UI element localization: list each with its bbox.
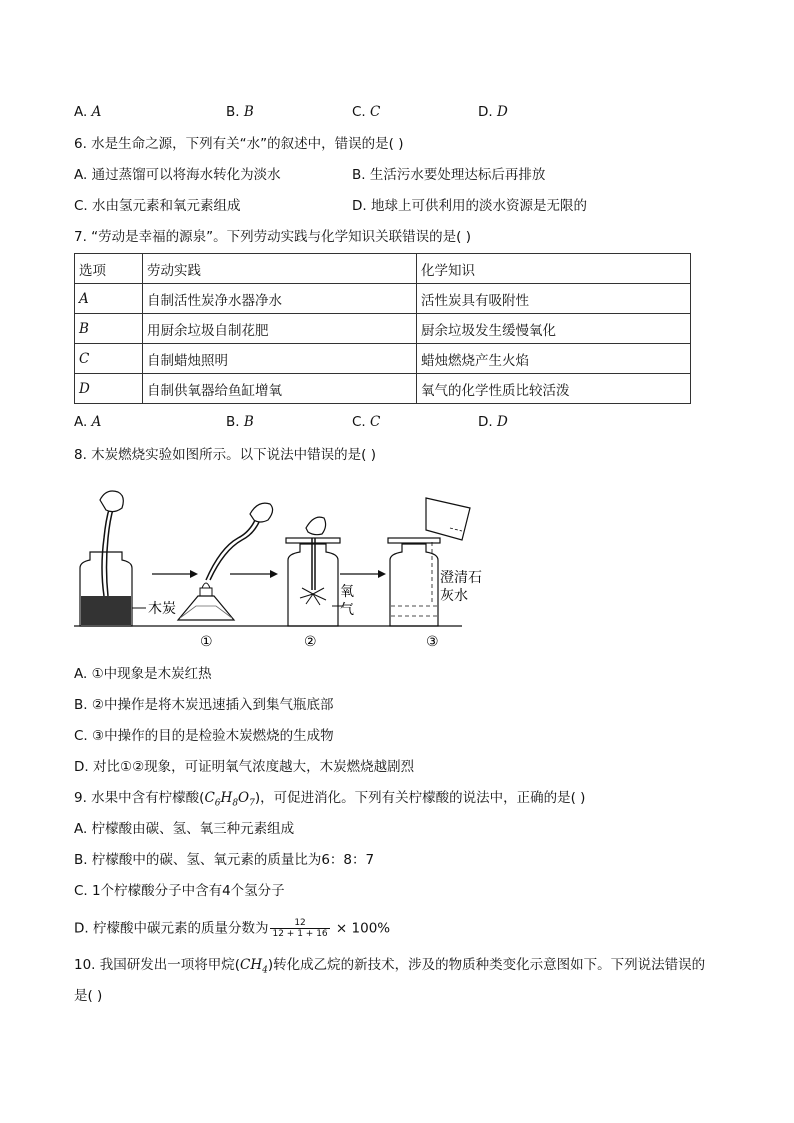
row-practice: 用厨余垃圾自制花肥: [143, 314, 417, 344]
q6-option-d[interactable]: D. 地球上可供利用的淡水资源是无限的: [352, 198, 587, 214]
q9-option-c[interactable]: C. 1个柠檬酸分子中含有4个氢分子: [74, 883, 285, 899]
hand-icon: [306, 517, 326, 535]
table-row: [75, 344, 691, 374]
header-option: 选项: [75, 254, 143, 284]
row-knowledge: 氧气的化学性质比较活泼: [417, 374, 691, 404]
q9-option-b[interactable]: B. 柠檬酸中的碳、氢、氧元素的质量比为6：8：7: [74, 852, 375, 868]
q6-option-b[interactable]: B. 生活污水要处理达标后再排放: [352, 167, 546, 183]
q6-stem: 6. 水是生命之源，下列有关“水”的叙述中，错误的是( ): [74, 136, 404, 152]
label-limewater-2: 灰水: [440, 588, 468, 604]
charcoal-jar: [80, 491, 146, 626]
q8-option-c[interactable]: C. ③中操作的目的是检验木炭燃烧的生成物: [74, 728, 334, 744]
step-2-label: ②: [304, 634, 317, 650]
q7-option-b[interactable]: B. B: [226, 414, 254, 430]
q7-option-d[interactable]: D. D: [478, 414, 508, 430]
q8-stem: 8. 木炭燃烧实验如图所示。以下说法中错误的是( ): [74, 447, 376, 463]
q9-stem-after: )，可促进消化。下列有关柠檬酸的说法中，正确的是( ): [254, 790, 586, 806]
step-1-label: ①: [200, 634, 213, 650]
header-knowledge: 化学知识: [417, 254, 691, 284]
row-practice: 自制供氧器给鱼缸增氧: [143, 374, 417, 404]
row-practice: 自制活性炭净水器净水: [143, 284, 417, 314]
q7-stem: 7. “劳动是幸福的源泉”。下列劳动实践与化学知识关联错误的是( ): [74, 229, 471, 245]
q7-option-a[interactable]: A. A: [74, 414, 102, 430]
label-limewater-1: 澄清石: [440, 570, 482, 586]
table-row: [75, 314, 691, 344]
q5-option-a[interactable]: A. A: [74, 104, 102, 120]
row-option: A: [75, 284, 143, 314]
alcohol-lamp: [178, 503, 273, 620]
hand-icon: [100, 491, 123, 512]
q8-option-a[interactable]: A. ①中现象是木炭红热: [74, 666, 212, 682]
q7-option-c[interactable]: C. C: [352, 414, 381, 430]
label-charcoal: 木炭: [148, 601, 176, 617]
table-header-row: [75, 254, 691, 284]
table-row: [75, 284, 691, 314]
q10-stem-line1: 10. 我国研发出一项将甲烷$(CH_4)$转化成乙烷的新技术，涉及的物质种类变化示意图如下。下列说法错误的: [74, 957, 706, 976]
q5-option-d[interactable]: D. D: [478, 104, 508, 120]
beaker-icon: [426, 498, 470, 540]
table-row: [75, 374, 691, 404]
charcoal-experiment-figure: [70, 478, 482, 653]
q9-option-d[interactable]: D. 柠檬酸中碳元素的质量分数为 $\frac{12}{12 + 1 + 16}$ × 100%: [74, 918, 391, 939]
q8-option-d[interactable]: D. 对比①②现象，可证明氧气浓度越大，木炭燃烧越剧烈: [74, 759, 415, 775]
header-practice: 劳动实践: [143, 254, 417, 284]
q7-table: [74, 253, 691, 404]
arrow-head-icon: [270, 570, 278, 578]
limewater-jar: [388, 498, 470, 626]
row-practice: 自制蜡烛照明: [143, 344, 417, 374]
row-option: D: [75, 374, 143, 404]
q7-options: [74, 414, 714, 432]
hand-icon: [250, 503, 273, 522]
q9-option-a[interactable]: A. 柠檬酸由碳、氢、氧三种元素组成: [74, 821, 295, 837]
arrow-head-icon: [378, 570, 386, 578]
q5-option-b[interactable]: B. B: [226, 104, 254, 120]
oxygen-jar: [286, 517, 344, 626]
row-knowledge: 蜡烛燃烧产生火焰: [417, 344, 691, 374]
row-option: B: [75, 314, 143, 344]
q9-stem: [74, 789, 585, 813]
q8-option-b[interactable]: B. ②中操作是将木炭迅速插入到集气瓶底部: [74, 697, 334, 713]
row-knowledge: 活性炭具有吸附性: [417, 284, 691, 314]
q9-stem-before: 9. 水果中含有柠檬酸(: [74, 790, 205, 806]
step-3-label: ③: [426, 634, 439, 650]
q10-stem-line2: 是( ): [74, 988, 103, 1004]
row-knowledge: 厨余垃圾发生缓慢氧化: [417, 314, 691, 344]
q6-option-c[interactable]: C. 水由氢元素和氧元素组成: [74, 198, 241, 214]
methane-formula: $CH_4$: [240, 957, 268, 976]
row-option: C: [75, 344, 143, 374]
q5-options: [74, 104, 714, 122]
q6-option-a[interactable]: A. 通过蒸馏可以将海水转化为淡水: [74, 167, 281, 183]
label-oxygen-2: 气: [340, 602, 354, 618]
label-oxygen-1: 氧: [340, 584, 354, 600]
arrow-head-icon: [190, 570, 198, 578]
mass-fraction: $\frac{12}{12 + 1 + 16}$: [272, 918, 328, 939]
q5-option-c[interactable]: C. C: [352, 104, 381, 120]
citric-acid-formula: $C_6H_8O_7$: [204, 790, 255, 809]
